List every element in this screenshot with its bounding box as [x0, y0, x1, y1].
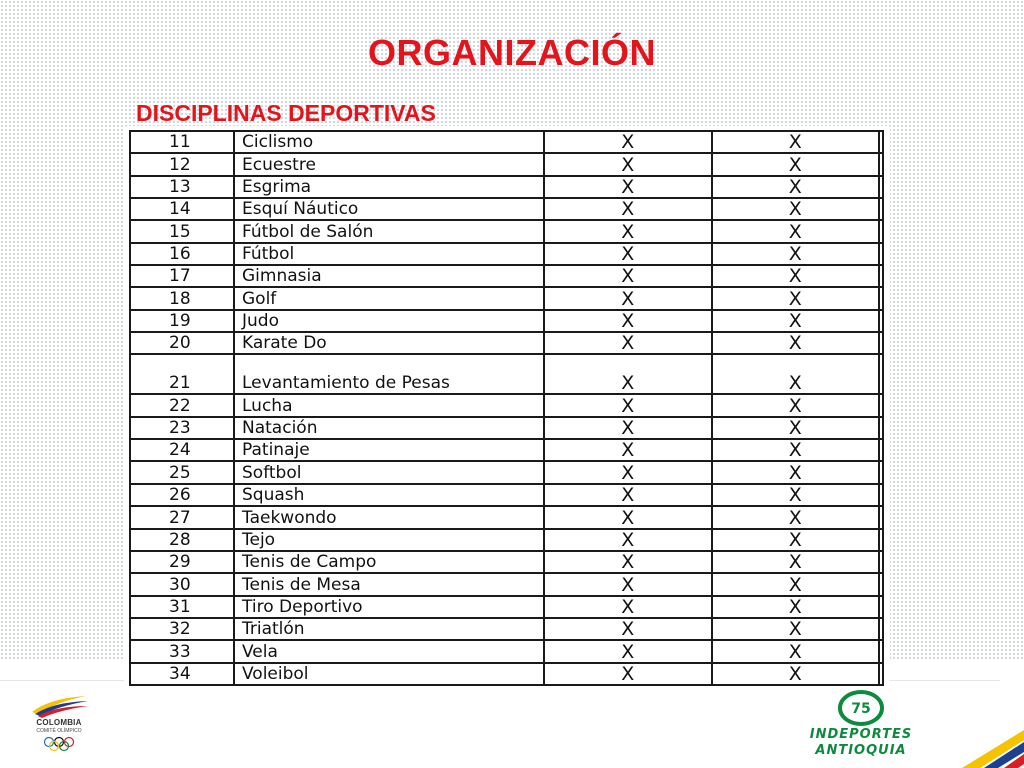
- discipline-mark-col1: X: [544, 287, 712, 309]
- discipline-name: Tiro Deportivo: [234, 596, 544, 618]
- discipline-number: 28: [130, 529, 234, 551]
- discipline-row: [130, 287, 883, 309]
- table-edge-cell: [879, 287, 883, 309]
- indeportes-emblem-icon: [838, 690, 884, 726]
- table-edge-cell: [879, 417, 883, 439]
- discipline-mark-col2: X: [712, 354, 880, 394]
- discipline-number: 20: [130, 332, 234, 354]
- disciplines-table: [129, 130, 884, 686]
- discipline-number: 21: [130, 354, 234, 394]
- indeportes-antioquia-logo: [776, 690, 946, 760]
- table-edge-cell: [879, 640, 883, 662]
- discipline-mark-col2: X: [712, 551, 880, 573]
- discipline-row: [130, 596, 883, 618]
- table-edge-cell: [879, 573, 883, 595]
- discipline-number: 24: [130, 439, 234, 461]
- discipline-mark-col1: X: [544, 573, 712, 595]
- discipline-mark-col2: X: [712, 461, 880, 483]
- discipline-row: [130, 506, 883, 528]
- discipline-number: 17: [130, 265, 234, 287]
- discipline-name: Natación: [234, 417, 544, 439]
- discipline-name: Fútbol de Salón: [234, 220, 544, 242]
- table-edge-cell: [879, 439, 883, 461]
- discipline-mark-col2: X: [712, 198, 880, 220]
- discipline-number: 15: [130, 220, 234, 242]
- table-edge-cell: [879, 618, 883, 640]
- discipline-row: [130, 663, 883, 685]
- discipline-mark-col2: X: [712, 153, 880, 175]
- table-edge-cell: [879, 310, 883, 332]
- discipline-mark-col1: X: [544, 332, 712, 354]
- discipline-row: [130, 640, 883, 662]
- flag-stripes-decoration: [940, 700, 1024, 768]
- discipline-name: Golf: [234, 287, 544, 309]
- discipline-name: Lucha: [234, 394, 544, 416]
- discipline-number: 22: [130, 394, 234, 416]
- discipline-mark-col1: X: [544, 394, 712, 416]
- discipline-name: Gimnasia: [234, 265, 544, 287]
- discipline-name: Taekwondo: [234, 506, 544, 528]
- discipline-number: 25: [130, 461, 234, 483]
- discipline-row: [130, 176, 883, 198]
- discipline-mark-col1: X: [544, 596, 712, 618]
- discipline-number: 18: [130, 287, 234, 309]
- table-edge-cell: [879, 663, 883, 685]
- discipline-number: 27: [130, 506, 234, 528]
- discipline-name: Vela: [234, 640, 544, 662]
- table-edge-cell: [879, 394, 883, 416]
- discipline-mark-col1: X: [544, 529, 712, 551]
- discipline-mark-col2: X: [712, 529, 880, 551]
- discipline-row: [130, 265, 883, 287]
- indeportes-label: INDEPORTES: [809, 727, 913, 742]
- discipline-mark-col1: X: [544, 265, 712, 287]
- discipline-mark-col2: X: [712, 573, 880, 595]
- discipline-mark-col2: X: [712, 287, 880, 309]
- discipline-mark-col2: X: [712, 265, 880, 287]
- discipline-mark-col2: X: [712, 220, 880, 242]
- colombia-label: COLOMBIA: [36, 718, 82, 727]
- discipline-row: [130, 220, 883, 242]
- colombia-flag-swoosh-icon: [26, 692, 92, 718]
- discipline-name: Levantamiento de Pesas: [234, 354, 544, 394]
- discipline-number: 11: [130, 131, 234, 153]
- discipline-mark-col1: X: [544, 663, 712, 685]
- table-edge-cell: [879, 220, 883, 242]
- discipline-name: Tenis de Mesa: [234, 573, 544, 595]
- discipline-mark-col1: X: [544, 640, 712, 662]
- table-edge-cell: [879, 506, 883, 528]
- discipline-mark-col1: X: [544, 198, 712, 220]
- discipline-name: Esquí Náutico: [234, 198, 544, 220]
- table-edge-cell: [879, 332, 883, 354]
- discipline-mark-col1: X: [544, 131, 712, 153]
- discipline-mark-col2: X: [712, 131, 880, 153]
- discipline-name: Ecuestre: [234, 153, 544, 175]
- discipline-number: 13: [130, 176, 234, 198]
- discipline-name: Judo: [234, 310, 544, 332]
- discipline-name: Triatlón: [234, 618, 544, 640]
- olympic-rings-icon: [43, 736, 75, 752]
- discipline-number: 32: [130, 618, 234, 640]
- discipline-number: 23: [130, 417, 234, 439]
- discipline-mark-col1: X: [544, 176, 712, 198]
- discipline-row: [130, 332, 883, 354]
- discipline-row: [130, 551, 883, 573]
- table-edge-cell: [879, 176, 883, 198]
- discipline-number: 34: [130, 663, 234, 685]
- table-edge-cell: [879, 243, 883, 265]
- discipline-mark-col2: X: [712, 506, 880, 528]
- discipline-mark-col1: X: [544, 220, 712, 242]
- discipline-mark-col2: X: [712, 417, 880, 439]
- table-edge-cell: [879, 153, 883, 175]
- discipline-mark-col2: X: [712, 394, 880, 416]
- discipline-mark-col1: X: [544, 243, 712, 265]
- discipline-mark-col2: X: [712, 663, 880, 685]
- table-edge-cell: [879, 354, 883, 394]
- discipline-number: 19: [130, 310, 234, 332]
- table-edge-cell: [879, 461, 883, 483]
- discipline-mark-col2: X: [712, 640, 880, 662]
- discipline-number: 16: [130, 243, 234, 265]
- discipline-mark-col2: X: [712, 332, 880, 354]
- olympic-committee-label: COMITÉ OLÍMPICO: [36, 728, 82, 734]
- discipline-row: [130, 618, 883, 640]
- discipline-number: 29: [130, 551, 234, 573]
- discipline-mark-col1: X: [544, 439, 712, 461]
- discipline-name: Softbol: [234, 461, 544, 483]
- discipline-name: Karate Do: [234, 332, 544, 354]
- discipline-row: [130, 529, 883, 551]
- discipline-row: [130, 131, 883, 153]
- discipline-row: [130, 573, 883, 595]
- table-edge-cell: [879, 265, 883, 287]
- discipline-mark-col2: X: [712, 243, 880, 265]
- discipline-mark-col2: X: [712, 310, 880, 332]
- table-edge-cell: [879, 551, 883, 573]
- discipline-row: [130, 461, 883, 483]
- table-edge-cell: [879, 484, 883, 506]
- table-edge-cell: [879, 198, 883, 220]
- discipline-number: 12: [130, 153, 234, 175]
- discipline-row: [130, 439, 883, 461]
- discipline-row: [130, 354, 883, 394]
- discipline-number: 14: [130, 198, 234, 220]
- discipline-mark-col1: X: [544, 506, 712, 528]
- discipline-number: 30: [130, 573, 234, 595]
- discipline-mark-col1: X: [544, 461, 712, 483]
- discipline-row: [130, 153, 883, 175]
- discipline-name: Tejo: [234, 529, 544, 551]
- discipline-mark-col1: X: [544, 618, 712, 640]
- disciplines-table-image: [124, 126, 890, 692]
- discipline-row: [130, 484, 883, 506]
- discipline-name: Esgrima: [234, 176, 544, 198]
- discipline-mark-col1: X: [544, 551, 712, 573]
- discipline-mark-col1: X: [544, 354, 712, 394]
- discipline-mark-col2: X: [712, 484, 880, 506]
- discipline-mark-col2: X: [712, 596, 880, 618]
- colombia-olympic-committee-logo: [26, 692, 92, 754]
- antioquia-label: ANTIOQUIA: [815, 743, 907, 758]
- table-edge-cell: [879, 596, 883, 618]
- discipline-mark-col2: X: [712, 439, 880, 461]
- discipline-number: 26: [130, 484, 234, 506]
- discipline-mark-col1: X: [544, 417, 712, 439]
- slide-subtitle: DISCIPLINAS DEPORTIVAS: [136, 100, 436, 126]
- discipline-mark-col2: X: [712, 618, 880, 640]
- discipline-mark-col2: X: [712, 176, 880, 198]
- emblem-number: 75: [851, 701, 871, 717]
- discipline-mark-col1: X: [544, 153, 712, 175]
- discipline-name: Squash: [234, 484, 544, 506]
- discipline-row: [130, 394, 883, 416]
- table-edge-cell: [879, 529, 883, 551]
- discipline-row: [130, 310, 883, 332]
- discipline-mark-col1: X: [544, 484, 712, 506]
- table-edge-cell: [879, 131, 883, 153]
- discipline-name: Patinaje: [234, 439, 544, 461]
- discipline-name: Ciclismo: [234, 131, 544, 153]
- discipline-name: Fútbol: [234, 243, 544, 265]
- slide-title: ORGANIZACIÓN: [368, 32, 656, 73]
- discipline-row: [130, 417, 883, 439]
- discipline-row: [130, 243, 883, 265]
- discipline-number: 31: [130, 596, 234, 618]
- discipline-name: Tenis de Campo: [234, 551, 544, 573]
- discipline-number: 33: [130, 640, 234, 662]
- discipline-name: Voleibol: [234, 663, 544, 685]
- discipline-mark-col1: X: [544, 310, 712, 332]
- discipline-row: [130, 198, 883, 220]
